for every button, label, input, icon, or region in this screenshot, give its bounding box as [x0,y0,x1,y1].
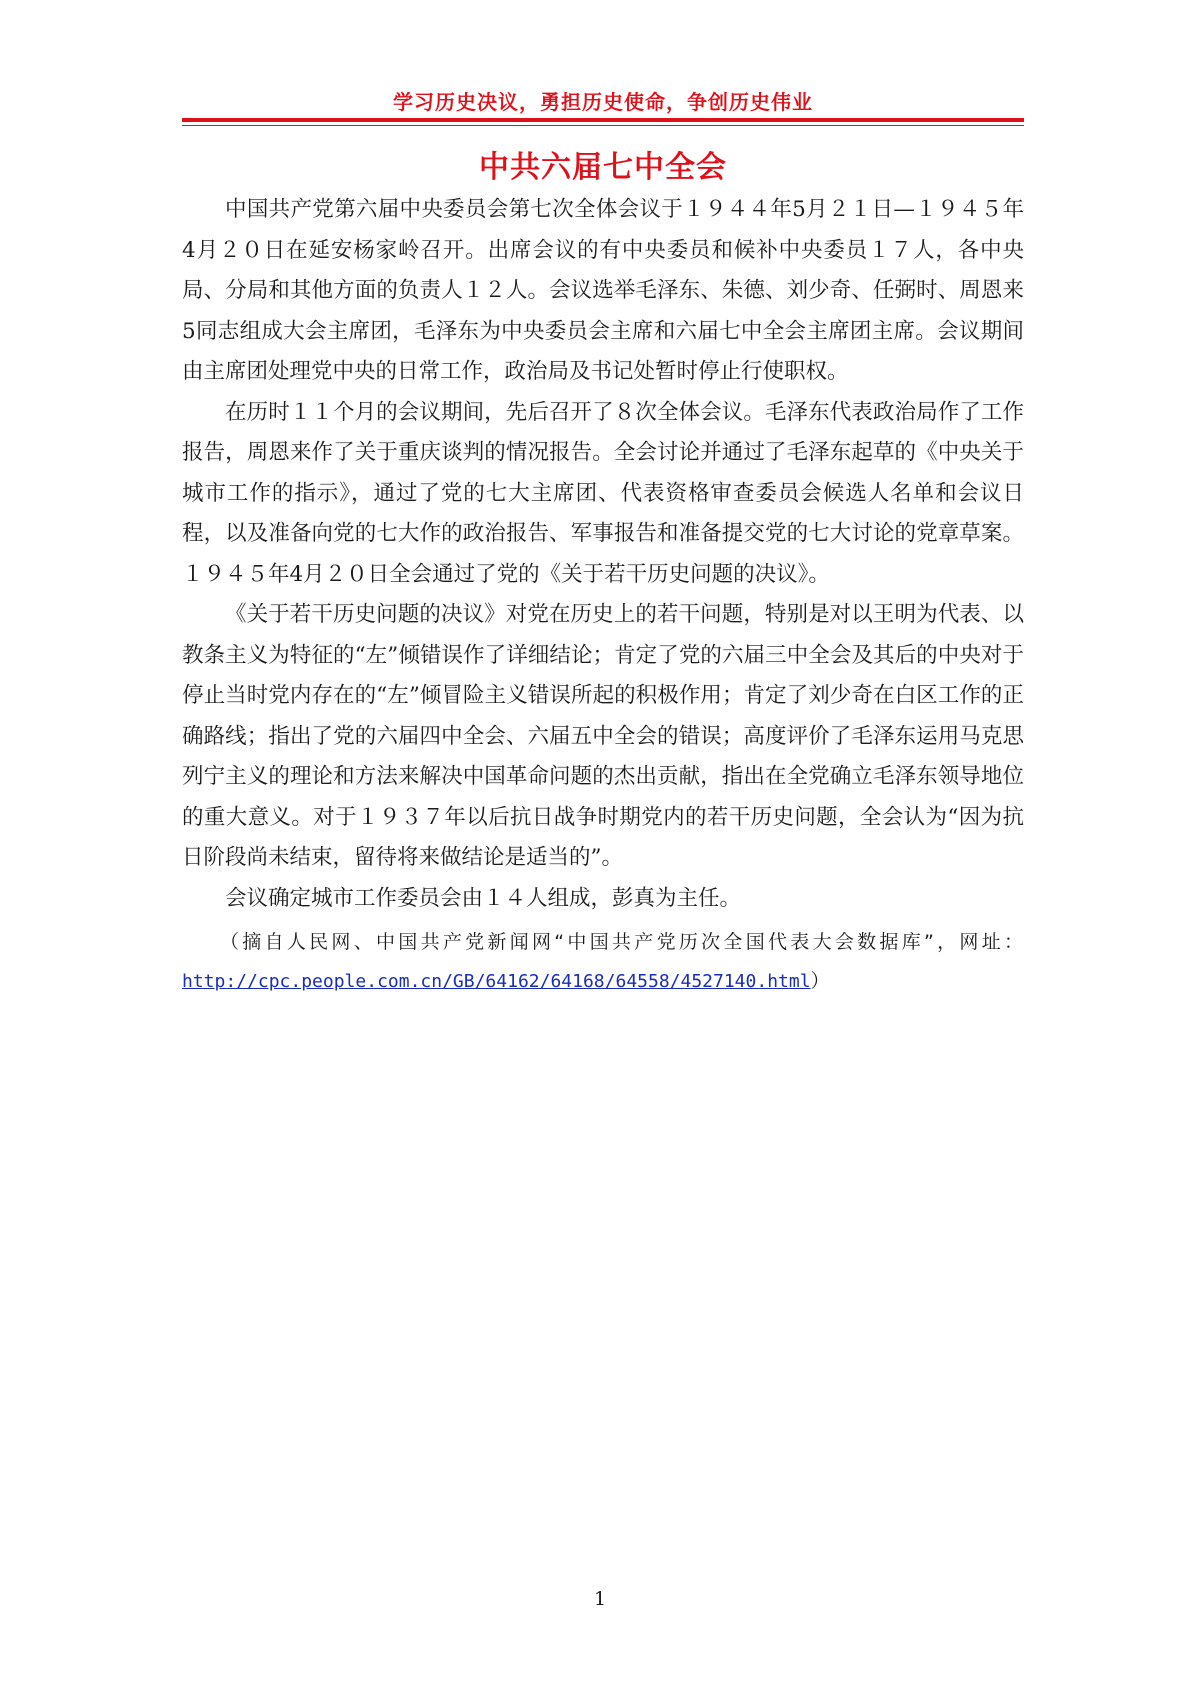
source-suffix: ） [810,970,831,992]
paragraph-1: 中国共产党第六届中央委员会第七次全体会议于１９４４年5月２１日—１９４５年4月２０日在延安杨家岭召开。出席会议的有中央委员和候补中央委员１７人，各中央局、分局和其他方面的负责人１２人。会议选举毛泽东、朱德、刘少奇、任弼时、周恩来5同志组成大会主席团，毛泽东为中央委员会主席和六届七中全会主席团主席。会议期间由主席团处理党中央的日常工作，政治局及书记处暂时停止行使职权。 [182,197,1024,384]
source-citation [182,923,1024,1001]
source-link[interactable]: http://cpc.people.com.cn/GB/64162/64168/64558/4527140.html [182,971,811,992]
paragraph-2: 在历时１１个月的会议期间，先后召开了８次全体会议。毛泽东代表政治局作了工作报告，周恩来作了关于重庆谈判的情况报告。全会讨论并通过了毛泽东起草的《中央关于城市工作的指示》，通过了党的七大主席团、代表资格审查委员会候选人名单和会议日程，以及准备向党的七大作的政治报告、军事报告和准备提交党的七大讨论的党章草案。１９４５年4月２０日全会通过了党的《关于若干历史问题的决议》。 [182,399,1024,587]
source-prefix: （摘自人民网、中国共产党新闻网“中国共产党历次全国代表大会数据库”，网址： [220,931,1024,953]
document-title: 中共六届七中全会 [479,150,727,185]
document-body [182,190,1024,1001]
page-number: 1 [593,1588,607,1610]
header-rule-thick [182,118,1024,122]
paragraph-3: 《关于若干历史问题的决议》对党在历史上的若干问题，特别是对以王明为代表、以教条主义为特征的“左”倾错误作了详细结论；肯定了党的六届三中全会及其后的中央对于停止当时党内存在的“左”倾冒险主义错误所起的积极作用；肯定了刘少奇在白区工作的正确路线；指出了党的六届四中全会、六届五中全会的错误；高度评价了毛泽东运用马克思列宁主义的理论和方法来解决中国革命问题的杰出贡献，指出在全党确立毛泽东领导地位的重大意义。对于１９３７年以后抗日战争时期党内的若干历史问题，全会认为“因为抗日阶段尚未结束，留待将来做结论是适当的”。 [182,602,1024,870]
paragraph-4: 会议确定城市工作委员会由１４人组成，彭真为主任。 [225,885,742,911]
header-slogan: 学习历史决议，勇担历史使命，争创历史伟业 [393,90,813,114]
header-rule-thin [182,125,1024,126]
